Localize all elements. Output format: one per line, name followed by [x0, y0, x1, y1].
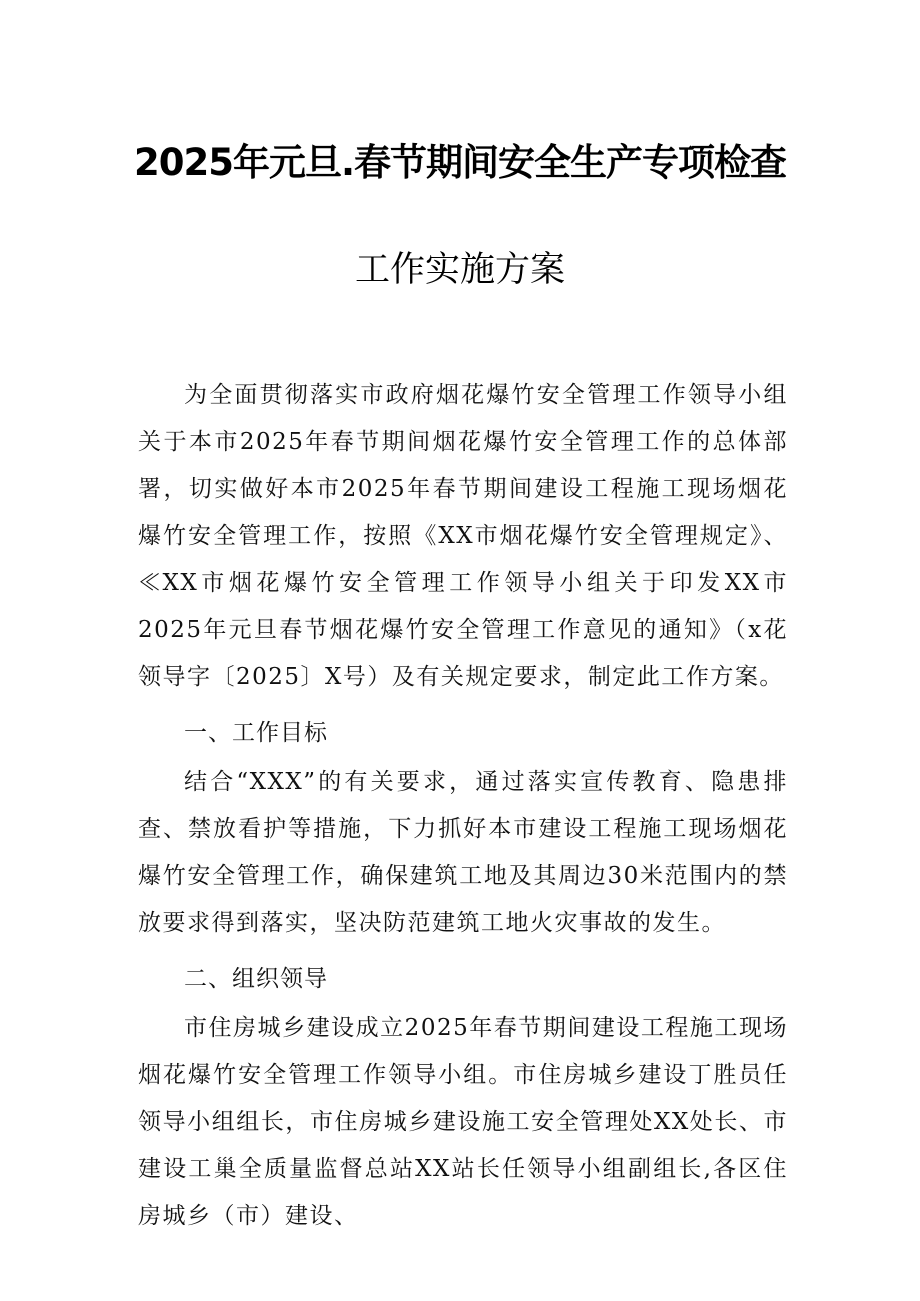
intro-paragraph: 为全面贯彻落实市政府烟花爆竹安全管理工作领导小组关于本市2025年春节期间烟花爆竹安全管理工作的总体部署，切实做好本市2025年春节期间建设工程施工现场烟花爆竹安全管理工作，按照《XX市烟花爆竹安全管理规定》、≪XX市烟花爆竹安全管理工作领导小组关于印发XX市2025年元旦春节烟花爆竹安全管理工作意见的通知》（x花领导字〔2025〕X号）及有关规定要求，制定此工作方案。	[138, 382, 788, 690]
section-paragraph-organization: 市住房城乡建设成立2025年春节期间建设工程施工现场烟花爆竹安全管理工作领导小组。市住房城乡建设丁胜员任领导小组组长，市住房城乡建设施工安全管理处XX处长、市建设工巢全质量监督总站XX站长任领导小组副组长,各区住房城乡（市）建设、	[138, 1015, 788, 1229]
section-paragraph-work-goals: 结合“XXX”的有关要求，通过落实宣传教育、隐患排查、禁放看护等措施，下力抓好本市建设工程施工现场烟花爆竹安全管理工作，确保建筑工地及其周边30米范围内的禁放要求得到落实，坚决防范建筑工地火灾事故的发生。	[138, 769, 788, 936]
section-heading-organization: 二、组织领导	[184, 966, 328, 992]
section-heading-work-goals: 一、工作目标	[184, 720, 328, 746]
document-title-line-2: 工作实施方案	[354, 250, 565, 290]
document-body	[138, 372, 788, 1240]
document-title-line-1: 2025年元旦.春节期间安全生产专项检查	[133, 141, 787, 184]
